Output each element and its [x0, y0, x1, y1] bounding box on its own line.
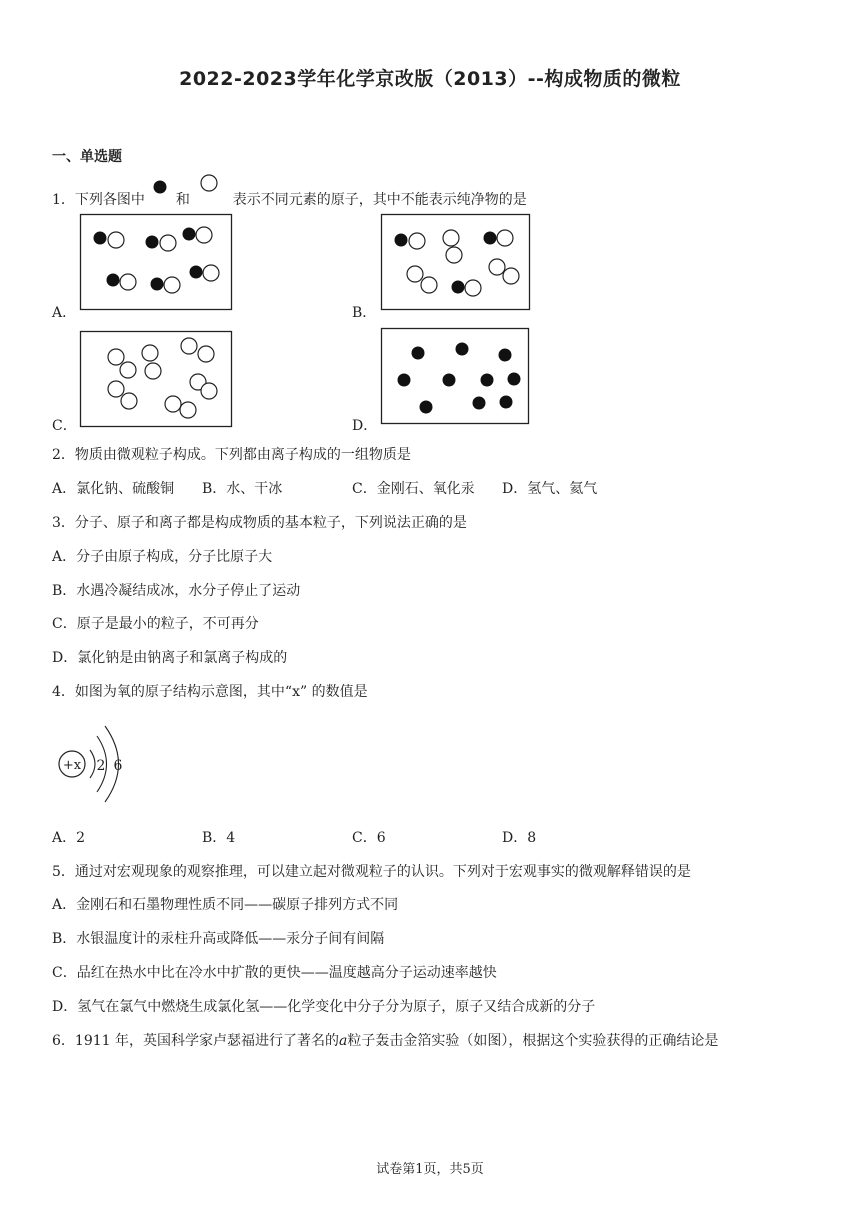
q1-before: 1．下列各图中 — [52, 192, 145, 208]
q5-option-d: D．氢气在氯气中燃烧生成氯化氢——化学变化中分子分为原子，原子又结合成新的分子 — [52, 999, 596, 1015]
q1-diagram-d — [381, 328, 529, 424]
oxygen-atom-structure-diagram — [56, 722, 136, 802]
q1-diagram-a — [80, 214, 232, 310]
q5-option-a: A．金刚石和石墨物理性质不同——碳原子排列方式不同 — [52, 897, 399, 913]
q2-option-c: C．金刚石、氧化汞 — [352, 481, 475, 497]
q4-option-b: B．4 — [202, 830, 236, 846]
q6-after: 粒子轰击金箔实验（如图），根据这个实验获得的正确结论是 — [347, 1033, 719, 1049]
q1-middle: 和 — [175, 192, 190, 208]
black-atom-icon — [153, 180, 167, 194]
q5-option-b: B．水银温度计的汞柱升高或降低——汞分子间有间隔 — [52, 931, 385, 947]
q1-diagram-b — [381, 214, 530, 310]
q1-diagram-c — [80, 331, 232, 427]
q1-label-b: B． — [352, 305, 377, 321]
nucleus-label: +x — [62, 758, 82, 773]
white-atom-icon — [200, 174, 218, 192]
question-1-stem — [52, 186, 527, 209]
q3-option-c: C．原子是最小的粒子，不可再分 — [52, 616, 259, 632]
question-5-stem: 5．通过对宏观现象的观察推理，可以建立起对微观粒子的认识。下列对于宏观事实的微观解释错误的是 — [52, 864, 691, 880]
question-2-stem: 2．物质由微观粒子构成。下列都由离子构成的一组物质是 — [52, 447, 411, 463]
q4-option-c: C．6 — [352, 830, 386, 846]
q1-after: 表示不同元素的原子，其中不能表示纯净物的是 — [232, 192, 527, 208]
section-heading: 一、单选题 — [52, 149, 122, 165]
question-4-stem: 4．如图为氧的原子结构示意图，其中“x” 的数值是 — [52, 684, 368, 700]
q2-option-a: A．氯化钠、硫酸铜 — [52, 481, 175, 497]
question-3-stem: 3．分子、原子和离子都是构成物质的基本粒子，下列说法正确的是 — [52, 515, 467, 531]
question-6-stem — [52, 1030, 718, 1050]
q5-option-c: C．品红在热水中比在冷水中扩散的更快——温度越高分子运动速率越快 — [52, 965, 497, 981]
q3-option-d: D．氯化钠是由钠离子和氯离子构成的 — [52, 650, 288, 666]
shell1-electrons: 2 — [96, 758, 106, 774]
q6-before: 6．1911 年，英国科学家卢瑟福进行了著名的 — [52, 1033, 339, 1049]
q3-option-b: B．水遇冷凝结成冰，水分子停止了运动 — [52, 583, 301, 599]
q4-option-d: D．8 — [502, 830, 537, 846]
q2-option-b: B．水、干冰 — [202, 481, 283, 497]
q3-option-a: A．分子由原子构成，分子比原子大 — [52, 549, 273, 565]
q1-label-a: A． — [52, 305, 77, 321]
page-footer: 试卷第1页，共5页 — [376, 1162, 484, 1177]
q1-label-c: C． — [52, 418, 77, 434]
q4-option-a: A．2 — [52, 830, 86, 846]
page-title: 2022-2023学年化学京改版（2013）--构成物质的微粒 — [179, 68, 681, 90]
q6-alpha: a — [339, 1033, 348, 1049]
shell2-electrons: 6 — [113, 758, 123, 774]
q2-option-d: D．氢气、氦气 — [502, 481, 598, 497]
q1-label-d: D． — [352, 418, 378, 434]
